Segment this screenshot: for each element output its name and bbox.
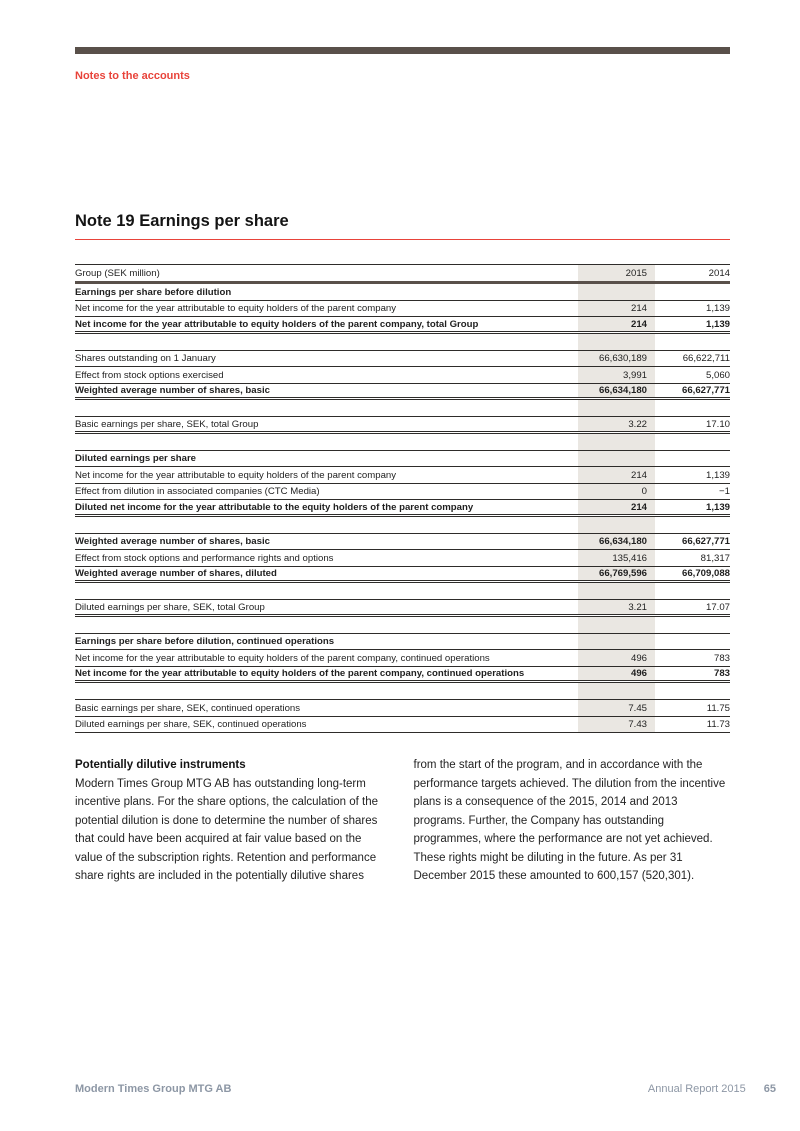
row-value-2015: 0: [578, 484, 655, 500]
footer-company: Modern Times Group MTG AB: [75, 1083, 232, 1095]
eps-table: [75, 264, 730, 733]
note-number: Note 19: [75, 212, 135, 230]
row-value-2015: [578, 517, 655, 533]
row-value-2014: [655, 408, 730, 409]
table-row: [75, 650, 730, 667]
table-row: [75, 634, 730, 651]
table-row: [75, 550, 730, 567]
table-row: [75, 400, 730, 417]
row-label: Weighted average number of shares, basic: [75, 385, 270, 397]
table-row: [75, 583, 730, 600]
row-value-2014: 1,139: [705, 469, 730, 481]
table-row: [75, 284, 730, 301]
row-value-2014: [655, 591, 730, 592]
footer-report-title: Annual Report 2015: [647, 1083, 746, 1095]
table-row: [75, 667, 730, 684]
row-value-2015: 3,991: [578, 367, 655, 383]
row-value-2014: [655, 624, 730, 625]
note-table-body: [75, 284, 730, 733]
row-value-2015: 214: [578, 500, 655, 514]
row-value-2014: [655, 458, 730, 459]
table-row: [75, 384, 730, 401]
body-heading: Potentially dilutive instruments: [75, 759, 246, 771]
row-value-2015: [578, 451, 655, 467]
row-value-2015: 66,630,189: [578, 351, 655, 367]
table-header-2014: 2014: [708, 268, 730, 279]
row-label: [75, 408, 578, 409]
row-value-2015: 214: [578, 317, 655, 331]
table-row: [75, 484, 730, 501]
note-title-text: Earnings per share: [134, 212, 289, 230]
row-value-2015: [578, 400, 655, 416]
row-value-2014: [655, 441, 730, 442]
row-value-2015: [578, 334, 655, 350]
row-label: Earnings per share before dilution, continued operations: [75, 636, 335, 648]
row-value-2015: 496: [578, 667, 655, 681]
page-footer: [75, 1083, 776, 1095]
table-row: [75, 500, 730, 517]
row-value-2015: 3.21: [578, 600, 655, 614]
row-label: Net income for the year attributable to equity holders of the parent company: [75, 303, 397, 315]
row-value-2015: 135,416: [578, 550, 655, 566]
row-label: [75, 524, 578, 525]
row-label: Effect from stock options exercised: [75, 369, 224, 381]
row-value-2014: 66,627,771: [681, 385, 730, 397]
row-label: Diluted earnings per share, SEK, total Group: [75, 601, 265, 613]
row-value-2015: 3.22: [578, 417, 655, 431]
row-value-2015: 66,634,180: [578, 384, 655, 398]
body-column-right: [414, 756, 731, 886]
section-eyebrow: Notes to the accounts: [75, 70, 190, 82]
row-value-2015: [578, 583, 655, 599]
row-label: [75, 691, 578, 692]
table-row: [75, 700, 730, 717]
row-value-2014: 66,622,711: [682, 353, 730, 365]
table-row: [75, 417, 730, 434]
top-rule-bar: [75, 47, 730, 54]
row-value-2015: 7.43: [578, 717, 655, 733]
row-value-2014: −1: [719, 486, 730, 498]
row-value-2015: 66,769,596: [578, 567, 655, 581]
row-value-2014: 66,627,771: [681, 536, 730, 548]
table-row: [75, 517, 730, 534]
table-header-2015: 2015: [578, 265, 655, 281]
row-label: Basic earnings per share, SEK, total Group: [75, 418, 259, 430]
table-row: [75, 351, 730, 368]
body-text-columns: [75, 756, 730, 886]
table-row: [75, 617, 730, 634]
table-header-row: [75, 265, 730, 284]
row-label: Net income for the year attributable to equity holders of the parent company: [75, 469, 397, 481]
row-value-2014: 66,709,088: [681, 568, 730, 580]
table-row: [75, 434, 730, 451]
row-value-2014: 5,060: [705, 369, 730, 381]
table-row: [75, 367, 730, 384]
body-paragraph-right: from the start of the program, and in accordance with the performance targets achieved. The dilution from the incentive plans is a consequence of the 2015, 2014 and 2013 programs. Further, the Company has outstanding programmes, where the performance are not yet achieved. These rights might be diluting in the future. As per 31 December 2015 these amounted to 600,157 (520,301).: [413, 759, 726, 882]
table-row: [75, 451, 730, 468]
row-label: [75, 591, 578, 592]
row-value-2014: 783: [713, 668, 730, 680]
row-value-2015: [578, 634, 655, 650]
row-value-2014: 81,317: [700, 552, 730, 564]
row-label: Net income for the year attributable to equity holders of the parent company, total Group: [75, 318, 479, 330]
footer-right: [648, 1083, 776, 1095]
row-value-2014: 17.10: [705, 418, 730, 430]
row-value-2014: 11.75: [706, 702, 730, 714]
row-label: [75, 341, 578, 342]
row-value-2014: [655, 341, 730, 342]
page-content: [75, 47, 730, 886]
footer-page-number: 65: [763, 1083, 776, 1095]
body-column-left: [75, 756, 392, 886]
row-value-2015: 214: [578, 467, 655, 483]
row-label: Diluted net income for the year attributable to the equity holders of the parent company: [75, 501, 474, 513]
table-row: [75, 534, 730, 551]
row-label: [75, 624, 578, 625]
row-label: Weighted average number of shares, diluted: [75, 568, 277, 580]
row-value-2015: [578, 284, 655, 300]
row-value-2014: [655, 524, 730, 525]
row-label: Diluted earnings per share, SEK, continued operations: [75, 719, 307, 731]
row-value-2014: 1,139: [705, 501, 730, 513]
row-label: Diluted earnings per share: [75, 453, 197, 465]
row-value-2014: [655, 291, 730, 292]
row-value-2014: [655, 691, 730, 692]
table-row: [75, 600, 730, 617]
row-value-2014: 11.73: [706, 719, 730, 731]
row-value-2015: 496: [578, 650, 655, 666]
row-label: [75, 441, 578, 442]
row-value-2015: [578, 617, 655, 633]
table-row: [75, 467, 730, 484]
table-row: [75, 301, 730, 318]
row-value-2014: 783: [713, 652, 730, 664]
table-row: [75, 683, 730, 700]
table-row: [75, 334, 730, 351]
body-paragraph-left: Modern Times Group MTG AB has outstanding long-term incentive plans. For the share options, the calculation of the potential dilution is done to determine the number of shares that could have been acquired at fair value based on the value of the subscription rights. Retention and performance share rights are included in the potentially dilutive shares: [75, 777, 379, 882]
table-row: [75, 717, 730, 734]
row-label: Weighted average number of shares, basic: [75, 536, 270, 548]
row-label: Net income for the year attributable to equity holders of the parent company, continued operations: [75, 652, 490, 664]
row-value-2015: [578, 434, 655, 450]
row-value-2014: 1,139: [705, 318, 730, 330]
row-label: Net income for the year attributable to equity holders of the parent company, continued operations: [75, 668, 525, 680]
table-header-label: Group (SEK million): [75, 268, 160, 279]
row-value-2014: 17.07: [705, 601, 730, 613]
row-label: Basic earnings per share, SEK, continued operations: [75, 702, 301, 714]
row-value-2015: 7.45: [578, 700, 655, 716]
row-value-2014: 1,139: [705, 303, 730, 315]
row-value-2015: [578, 683, 655, 699]
table-row: [75, 317, 730, 334]
row-label: Effect from stock options and performance rights and options: [75, 552, 334, 564]
row-value-2014: [655, 641, 730, 642]
row-label: Effect from dilution in associated companies (CTC Media): [75, 486, 320, 498]
table-row: [75, 567, 730, 584]
row-label: Earnings per share before dilution: [75, 286, 232, 298]
row-value-2015: 66,634,180: [578, 534, 655, 550]
note-title: [75, 211, 730, 240]
row-label: Shares outstanding on 1 January: [75, 353, 216, 365]
row-value-2015: 214: [578, 301, 655, 317]
